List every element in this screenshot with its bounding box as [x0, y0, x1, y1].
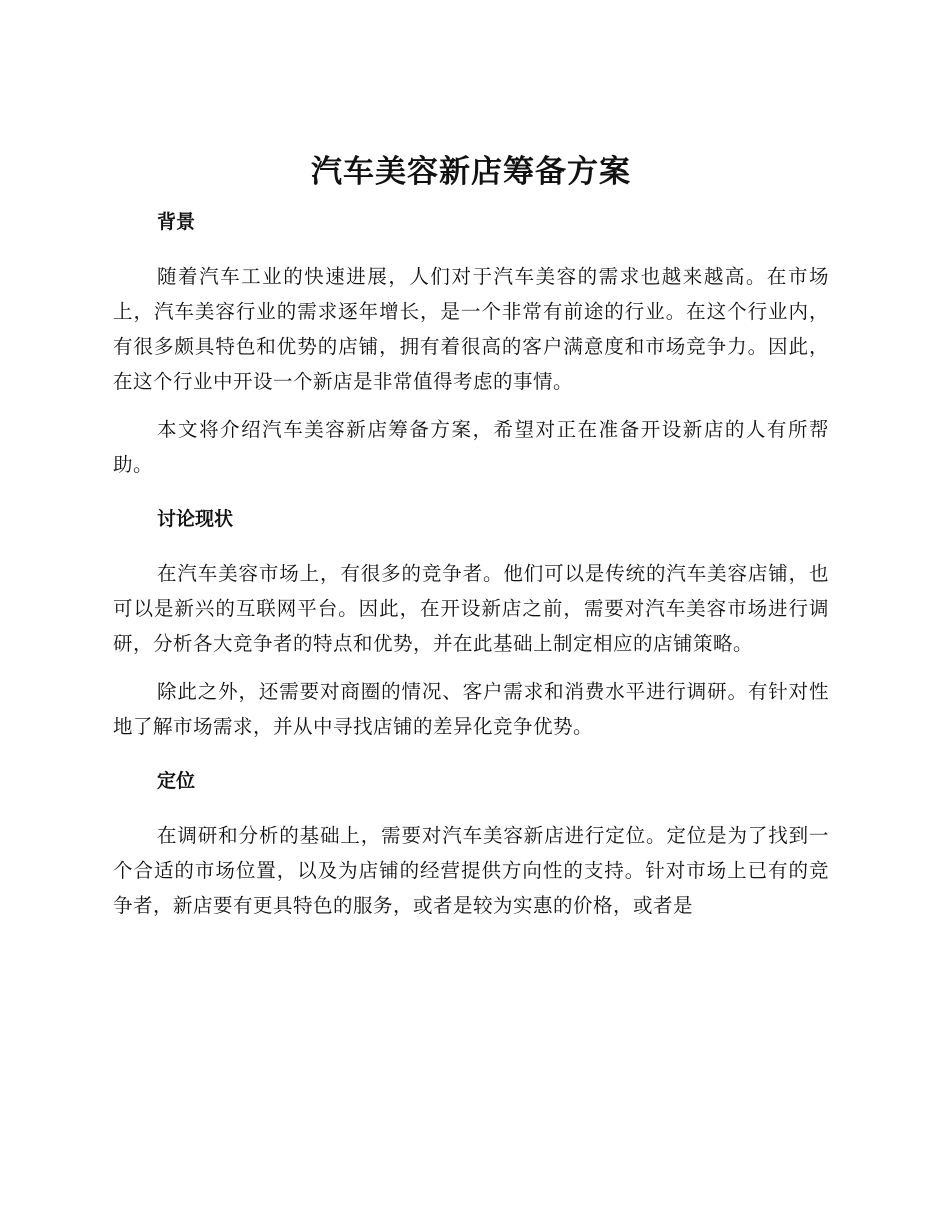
document-body [113, 148, 829, 923]
paragraph: 在调研和分析的基础上，需要对汽车美容新店进行定位。定位是为了找到一个合适的市场位置，以及为店铺的经营提供方向性的支持。针对市场上已有的竞争者，新店要有更具特色的服务，或者是较为实惠的价格，或者是 [113, 824, 829, 917]
paragraph: 本文将介绍汽车美容新店筹备方案，希望对正在准备开设新店的人有所帮助。 [113, 418, 829, 476]
document-title: 汽车美容新店筹备方案 [311, 154, 631, 190]
section-heading-positioning: 定位 [157, 770, 196, 792]
section-heading-background: 背景 [157, 211, 196, 233]
paragraph: 随着汽车工业的快速进展，人们对于汽车美容的需求也越来越高。在市场上，汽车美容行业的需求逐年增长，是一个非常有前途的行业。在这个行业内，有很多颇具特色和优势的店铺，拥有着很高的客户满意度和市场竞争力。因此，在这个行业中开设一个新店是非常值得考虑的事情。 [113, 265, 829, 393]
paragraph: 在汽车美容市场上，有很多的竞争者。他们可以是传统的汽车美容店铺，也可以是新兴的互联网平台。因此，在开设新店之前，需要对汽车美容市场进行调研，分析各大竞争者的特点和优势，并在此基础上制定相应的店铺策略。 [113, 562, 829, 655]
section-heading-status: 讨论现状 [157, 508, 234, 530]
paragraph: 除此之外，还需要对商圈的情况、客户需求和消费水平进行调研。有针对性地了解市场需求，并从中寻找店铺的差异化竞争优势。 [113, 680, 829, 738]
